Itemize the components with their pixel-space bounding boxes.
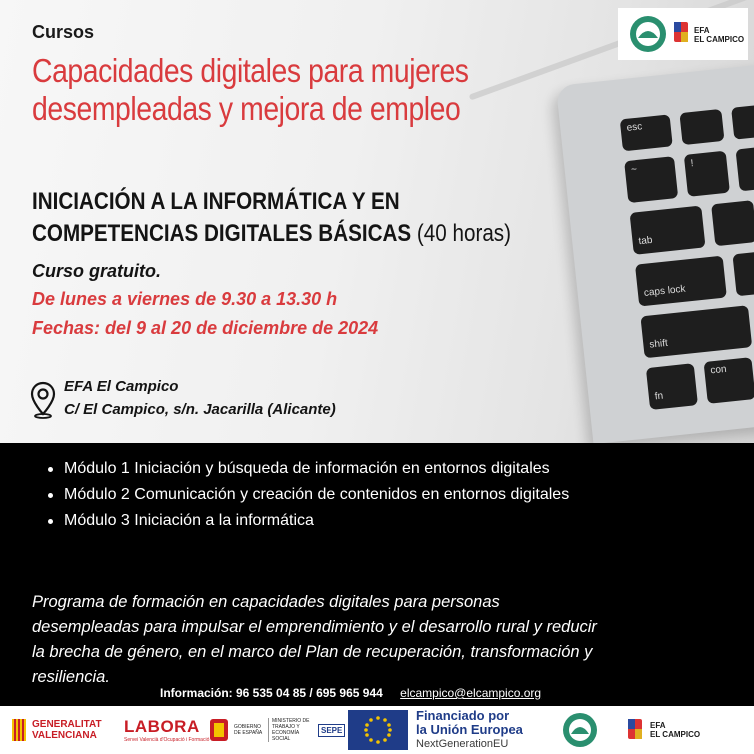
generalitat-logo (10, 706, 102, 754)
efa-logo-footer (560, 706, 700, 754)
efa-logo-header (618, 8, 748, 60)
course-name-line-2-text: COMPETENCIAS DIGITALES BÁSICAS (32, 220, 412, 247)
page-title (32, 52, 591, 128)
course-name-line-1: INICIACIÓN A LA INFORMÁTICA Y EN (32, 188, 400, 215)
eu-flag-icon (348, 710, 408, 750)
module-item: Módulo 2 Comunicación y creación de contenidos en entornos digitales (46, 482, 569, 508)
efa-campico-label: EL CAMPICO (694, 35, 745, 44)
gv-line-1: GENERALITAT (32, 719, 102, 730)
free-course-label: Curso gratuito. (32, 261, 161, 281)
efa-label: EFA (694, 26, 710, 35)
title-line-2: desempleadas y mejora de empleo (32, 90, 461, 127)
contact-email-link[interactable]: elcampico@elcampico.org (400, 686, 542, 700)
key-brightness (679, 109, 724, 145)
labora-subtitle: Servei Valencià d'Ocupació i Formació (124, 737, 210, 743)
program-line-3: la brecha de género, en el marco del Plan de recuperación, transformación y (32, 643, 593, 661)
location-name: EFA El Campico (64, 378, 179, 395)
eu-line-2: la Unión Europea (416, 722, 523, 737)
module-list (46, 456, 569, 534)
schedule-text: De lunes a viernes de 9.30 a 13.30 h (32, 289, 338, 309)
contact-info (160, 686, 541, 700)
gobierno-logo (206, 706, 345, 754)
location-address: C/ El Campico, s/n. Jacarilla (Alicante) (64, 401, 336, 418)
labora-text: LABORA (124, 717, 200, 736)
sepe-text: SEPE (318, 724, 345, 737)
efa-footer-campico: EL CAMPICO (650, 730, 701, 739)
eu-line-3: NextGenerationEU (416, 738, 509, 750)
program-line-1: Programa de formación en capacidades digitales para personas (32, 593, 500, 611)
labora-logo (124, 706, 209, 754)
module-item: Módulo 3 Iniciación a la informática (46, 508, 569, 534)
sponsor-logos-bar (0, 706, 754, 754)
key-q (711, 200, 754, 246)
key-a (732, 250, 754, 296)
course-hours: (40 horas) (416, 220, 512, 247)
program-line-4: resiliencia. (32, 668, 110, 686)
efa-shield-icon (626, 717, 646, 743)
generalitat-crest-icon (10, 717, 28, 743)
gobierno-text: GOBIERNO DE ESPAÑA (234, 724, 263, 736)
program-description (32, 590, 722, 690)
key-tilde: ~ (624, 156, 678, 203)
dates-text: Fechas: del 9 al 20 de diciembre de 2024 (32, 318, 379, 338)
key-tab: tab (630, 206, 706, 255)
key-control: con (704, 357, 754, 404)
efa-emblem-icon (560, 710, 608, 750)
eu-logo (348, 706, 523, 754)
course-name (32, 186, 582, 250)
spain-coat-of-arms-icon (206, 715, 232, 745)
key-2 (735, 145, 754, 191)
key-f2 (731, 103, 754, 139)
key-1: ! (684, 151, 730, 197)
key-caps-lock: caps lock (635, 256, 727, 307)
key-esc: esc (620, 114, 673, 151)
location-pin-icon (30, 381, 56, 419)
program-line-2: desempleadas para impulsar el emprendimiento y el desarrollo rural y reducir (32, 618, 597, 636)
gv-line-2: VALENCIANA (32, 730, 97, 741)
title-line-1: Capacidades digitales para mujeres (32, 52, 469, 89)
contact-phones: Información: 96 535 04 85 / 695 965 944 (160, 686, 383, 700)
module-item: Módulo 1 Iniciación y búsqueda de información en entornos digitales (46, 456, 569, 482)
efa-footer-label: EFA (650, 721, 666, 730)
eu-line-1: Financiado por (416, 708, 510, 723)
key-fn: fn (646, 363, 698, 410)
course-name-line-2 (32, 218, 582, 250)
ministerio-text: MINISTERIO DE TRABAJO Y ECONOMÍA SOCIAL (268, 718, 314, 742)
category-label: Cursos (32, 22, 95, 42)
key-shift: shift (640, 305, 752, 358)
